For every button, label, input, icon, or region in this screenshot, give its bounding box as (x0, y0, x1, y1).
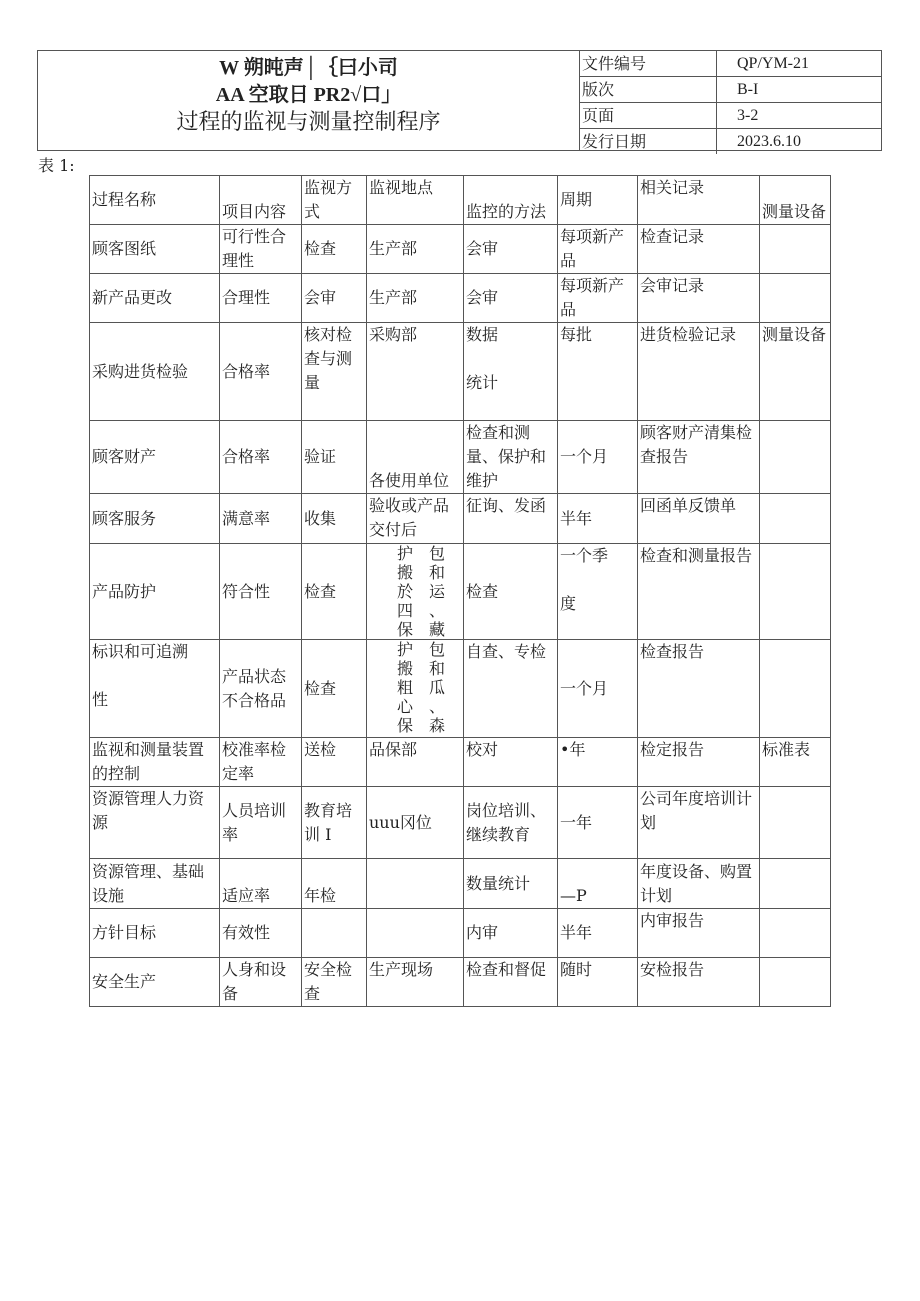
table-cell: 适应率 (220, 859, 302, 909)
table-cell: 随时 (558, 958, 638, 1007)
table-cell (760, 859, 831, 909)
table-cell: —P (558, 859, 638, 909)
table-cell: 采购部 (367, 323, 464, 421)
table-cell: 产品防护 (90, 544, 220, 640)
table-cell: 合理性 (220, 274, 302, 323)
table-cell: 采购进货检验 (90, 323, 220, 421)
table-cell: 岗位培训、 继续教育 (464, 787, 558, 859)
table-cell: 会审 (302, 274, 367, 323)
table-cell: 顾客图纸 (90, 225, 220, 274)
meta-label: 发行日期 (580, 129, 717, 154)
table-cell: 生产部 (367, 274, 464, 323)
table-row (90, 787, 831, 859)
table-cell: 检查和测量报告 (638, 544, 760, 640)
table-cell: 标识和可追溯 性 (90, 640, 220, 738)
table-cell: 会审 (464, 225, 558, 274)
table-cell: 校对 (464, 738, 558, 787)
meta-value: QP/YM-21 (737, 55, 810, 72)
table-cell: 每项新产 品 (558, 225, 638, 274)
table-cell: 检定报告 (638, 738, 760, 787)
table-cell: 检查报告 (638, 640, 760, 738)
table-cell: 护包 搬和 粗瓜 心、 保森 (367, 640, 464, 738)
title-line-1: W 朔旽声│｛曰小司 (219, 57, 398, 79)
meta-value: B-I (737, 81, 759, 98)
table-cell: 一个月 (558, 640, 638, 738)
document-meta (580, 51, 882, 154)
table-cell: 每项新产 品 (558, 274, 638, 323)
table-row (90, 640, 831, 738)
table-cell: 安检报告 (638, 958, 760, 1007)
table-row (90, 909, 831, 958)
table-cell: uuu冈位 (367, 787, 464, 859)
table-cell: 安全检 查 (302, 958, 367, 1007)
table-cell (760, 640, 831, 738)
document-header (37, 50, 882, 151)
table-cell: 检查记录 (638, 225, 760, 274)
meta-label: 页面 (580, 103, 717, 128)
table-cell (760, 787, 831, 859)
table-cell (760, 909, 831, 958)
table-cell: 内审报告 (638, 909, 760, 958)
table-cell: 公司年度培训计 划 (638, 787, 760, 859)
table-cell: 检查和督促 (464, 958, 558, 1007)
table-cell: 可行性合 理性 (220, 225, 302, 274)
table-cell: 顾客财产 (90, 421, 220, 494)
column-header: 监控的方法 (464, 176, 558, 225)
table-cell: •年 (558, 738, 638, 787)
table-row (90, 544, 831, 640)
table-cell (367, 859, 464, 909)
table-cell (760, 225, 831, 274)
title-line-3: 过程的监视与测量控制程序 (176, 110, 441, 135)
table-cell: 方针目标 (90, 909, 220, 958)
table-cell: 检查 (302, 225, 367, 274)
table-cell: 半年 (558, 909, 638, 958)
table-cell: 检查 (302, 544, 367, 640)
table-cell: 内审 (464, 909, 558, 958)
table-cell: 征询、发函 (464, 494, 558, 544)
title-line-2: AA 空取日 PR2√口」 (215, 84, 402, 106)
table-cell: 顾客服务 (90, 494, 220, 544)
table-row (90, 421, 831, 494)
table-cell: 校准率检 定率 (220, 738, 302, 787)
table-cell (760, 544, 831, 640)
table-cell: 有效性 (220, 909, 302, 958)
column-header: 测量设备 (760, 176, 831, 225)
table-cell: 资源管理、基础 设施 (90, 859, 220, 909)
table-cell: 每批 (558, 323, 638, 421)
process-monitoring-table (89, 175, 831, 1007)
table-cell: 检查和测 量、保护和 维护 (464, 421, 558, 494)
table-row (90, 859, 831, 909)
table-cell: 半年 (558, 494, 638, 544)
table-cell: 会审记录 (638, 274, 760, 323)
table-cell (760, 494, 831, 544)
table-cell: 一年 (558, 787, 638, 859)
table-cell: 验收或产品 交付后 (367, 494, 464, 544)
meta-label: 版次 (580, 77, 717, 102)
table-cell: 核对检 查与测 量 (302, 323, 367, 421)
table-cell (760, 958, 831, 1007)
table-cell: 年检 (302, 859, 367, 909)
table-row (90, 958, 831, 1007)
table-row (90, 274, 831, 323)
table-cell: 标准表 (760, 738, 831, 787)
table-row (90, 494, 831, 544)
column-header: 相关记录 (638, 176, 760, 225)
table-cell: 资源管理人力资 源 (90, 787, 220, 859)
table-cell: 产品状态 不合格品 (220, 640, 302, 738)
meta-value: 3-2 (737, 107, 759, 124)
table-cell: 符合性 (220, 544, 302, 640)
table-cell: 检查 (302, 640, 367, 738)
table-row (90, 225, 831, 274)
table-row (90, 738, 831, 787)
meta-label: 文件编号 (580, 51, 717, 76)
table-row (90, 323, 831, 421)
table-cell: 收集 (302, 494, 367, 544)
document-title (38, 51, 580, 150)
table-cell: 护包 搬和 於运 四、 保藏 (367, 544, 464, 640)
table-cell: 自查、专检 (464, 640, 558, 738)
column-header: 过程名称 (90, 176, 220, 225)
table-cell: 合格率 (220, 323, 302, 421)
table-cell: 会审 (464, 274, 558, 323)
column-header: 监视方 式 (302, 176, 367, 225)
table-cell (760, 421, 831, 494)
table-cell: 监视和测量装置 的控制 (90, 738, 220, 787)
table-cell: 数据 统计 (464, 323, 558, 421)
table-cell: 安全生产 (90, 958, 220, 1007)
table-cell: 品保部 (367, 738, 464, 787)
table-cell (760, 274, 831, 323)
table-cell (367, 909, 464, 958)
table-cell: 送检 (302, 738, 367, 787)
table-cell: 回函单反馈单 (638, 494, 760, 544)
table-cell: 顾客财产清集检 查报告 (638, 421, 760, 494)
table-cell: 测量设备 (760, 323, 831, 421)
table-cell: 满意率 (220, 494, 302, 544)
table-cell: 一个月 (558, 421, 638, 494)
table-cell: 各使用单位 (367, 421, 464, 494)
table-cell: 新产品更改 (90, 274, 220, 323)
table-cell: 一个季 度 (558, 544, 638, 640)
meta-value: 2023.6.10 (737, 133, 801, 150)
table-cell: 年度设备、购置 计划 (638, 859, 760, 909)
table-cell: 合格率 (220, 421, 302, 494)
table-cell: 验证 (302, 421, 367, 494)
table-cell: 检查 (464, 544, 558, 640)
column-header: 项目内容 (220, 176, 302, 225)
column-header: 监视地点 (367, 176, 464, 225)
table-cell: 生产部 (367, 225, 464, 274)
column-header: 周期 (558, 176, 638, 225)
table-label: 表 1: (38, 156, 75, 175)
table-cell: 进货检验记录 (638, 323, 760, 421)
table-cell: 生产现场 (367, 958, 464, 1007)
table-cell: 人员培训 率 (220, 787, 302, 859)
table-cell: 数量统计 (464, 859, 558, 909)
table-cell: 人身和设 备 (220, 958, 302, 1007)
table-cell (302, 909, 367, 958)
table-cell: 教育培 训 I (302, 787, 367, 859)
table-header-row (90, 176, 831, 225)
